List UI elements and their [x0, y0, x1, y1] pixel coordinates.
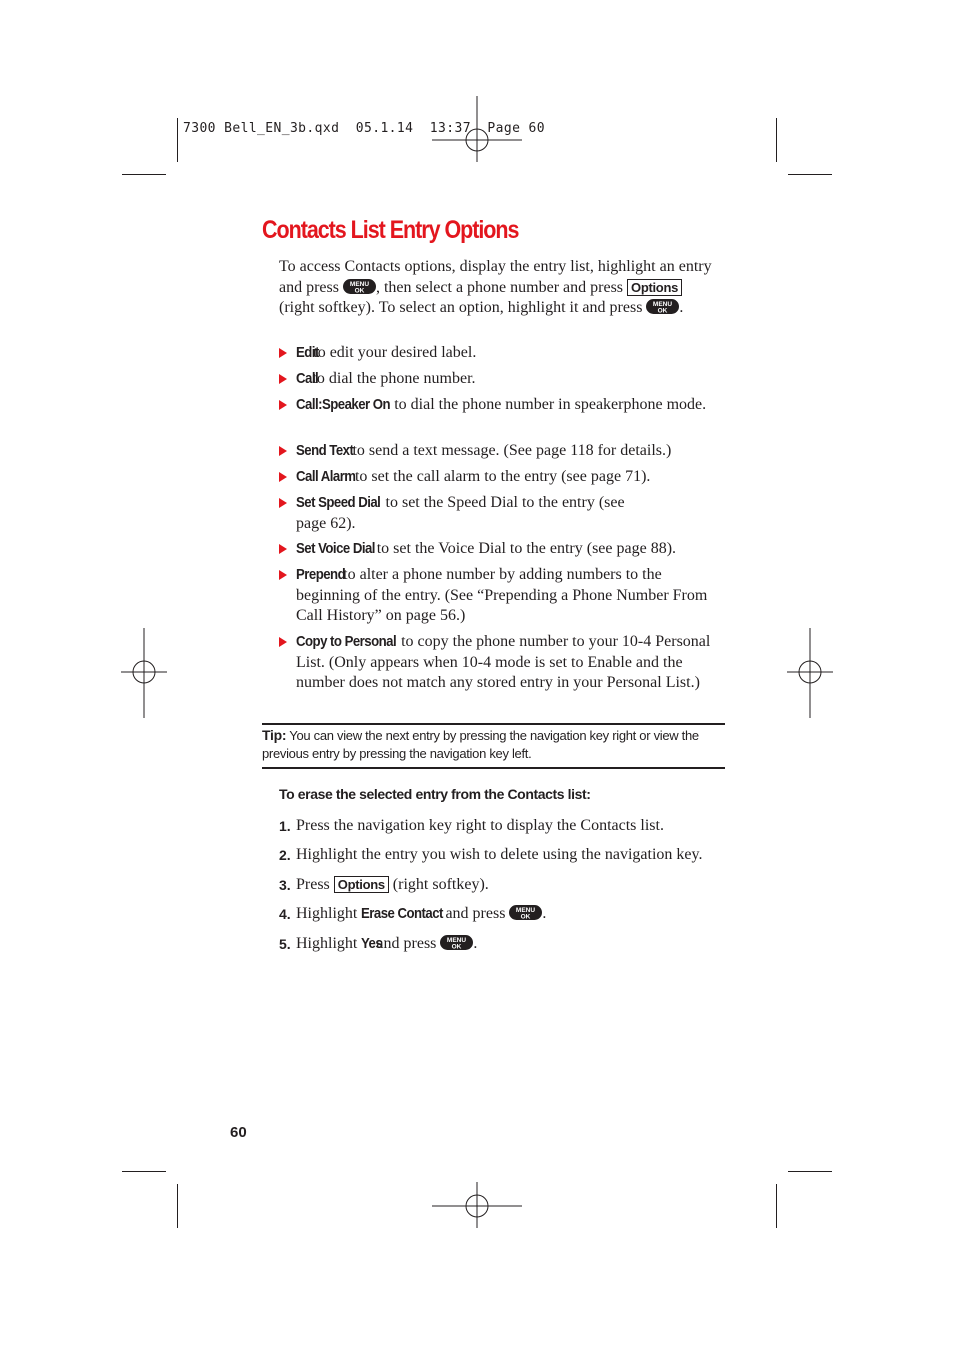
option-name: Call:Speaker On	[296, 396, 391, 413]
bullet-item: Edit to edit your desired label.	[279, 343, 719, 364]
svg-text:MENU: MENU	[516, 907, 536, 914]
crop-mark	[177, 118, 178, 162]
crop-mark	[788, 174, 832, 175]
bullet-arrow-icon	[279, 498, 287, 508]
bullet-arrow-icon	[279, 472, 287, 482]
crop-mark	[177, 1184, 178, 1228]
bullet-arrow-icon	[279, 348, 287, 358]
tip-label: Tip:	[262, 727, 287, 743]
bullet-item: Set Voice Dial to set the Voice Dial to the entry (see page 88).	[279, 539, 729, 560]
bullet-item: Call to dial the phone number.	[279, 369, 719, 390]
tip-box	[262, 726, 724, 763]
bullet-item: Prepend to alter a phone number by adding numbers to the beginning of the entry. (See “Prepending a Phone Number From Call History” on page 56.)	[279, 565, 719, 627]
option-name: Yes	[361, 935, 383, 952]
option-name: Set Voice Dial	[296, 540, 375, 557]
bullet-arrow-icon	[279, 637, 287, 647]
options-softkey: Options	[334, 876, 389, 893]
step-number: 4.	[279, 906, 291, 922]
menu-ok-key-icon	[343, 279, 376, 294]
svg-text:OK: OK	[658, 307, 668, 314]
svg-text:OK: OK	[354, 287, 365, 294]
registration-mark-right	[765, 628, 855, 718]
intro-text: , then select a phone number and press	[375, 278, 624, 296]
bullet-arrow-icon	[279, 544, 287, 554]
menu-ok-key-icon	[440, 935, 473, 950]
step-item: 5. Highlight Yes and press MENU OK .	[279, 935, 478, 952]
intro-text: (right softkey). To select an option, highlight it and press	[279, 299, 643, 316]
step-item: 3. Press Options (right softkey).	[279, 876, 489, 893]
crop-mark	[122, 1171, 166, 1172]
step-number: 5.	[279, 936, 291, 952]
step-item: 2. Highlight the entry you wish to delete using the navigation key.	[279, 846, 703, 863]
svg-text:MENU: MENU	[349, 280, 370, 288]
option-name: Erase Contact	[361, 905, 444, 922]
tip-rule-bottom	[262, 767, 725, 769]
print-slug: 7300 Bell_EN_3b.qxd 05.1.14 13:37 Page 60	[183, 121, 545, 136]
bullet-arrow-icon	[279, 374, 287, 384]
step-number: 1.	[279, 818, 291, 834]
tip-rule-top	[262, 723, 725, 725]
menu-ok-key-icon	[509, 905, 542, 920]
step-item: 4. Highlight Erase Contact and press MENU OK .	[279, 905, 547, 922]
crop-mark	[122, 174, 166, 175]
steps-heading: To erase the selected entry from the Contacts list:	[279, 786, 591, 802]
crop-mark	[788, 1171, 832, 1172]
bullet-item: Call Alarm to set the call alarm to the entry (see page 71).	[279, 467, 719, 488]
option-name: Call	[296, 370, 319, 387]
step-number: 2.	[279, 847, 291, 863]
bullet-item: Send Text to send a text message. (See page 118 for details.)	[279, 441, 719, 462]
step-item: 1. Press the navigation key right to display the Contacts list.	[279, 817, 664, 834]
intro-text: To access Contacts options, display the entry list, highlight an entry and press	[279, 258, 712, 296]
option-name: Set Speed Dial	[296, 494, 381, 511]
option-name: Send Text	[296, 442, 354, 459]
crop-mark	[776, 1184, 777, 1228]
bullet-item: Call:Speaker On to dial the phone number in speakerphone mode.	[279, 395, 719, 416]
step-number: 3.	[279, 877, 291, 893]
svg-text:MENU: MENU	[653, 301, 673, 308]
page-title: Contacts List Entry Options	[262, 216, 519, 244]
intro-paragraph: To access Contacts options, display the entry list, highlight an entry and press MENU OK , then select a phone number and press Options (right softkey). To select an option, highlight it and press MENU OK .	[279, 258, 712, 316]
crop-mark	[776, 118, 777, 162]
option-name: Copy to Personal	[296, 633, 397, 650]
registration-mark-top	[432, 96, 522, 186]
option-name: Call Alarm	[296, 468, 356, 485]
registration-mark-left	[99, 628, 189, 718]
bullet-arrow-icon	[279, 570, 287, 580]
tip-text: You can view the next entry by pressing the navigation key right or view the previous entry by pressing the navigation key left.	[262, 728, 699, 761]
bullet-item: Set Speed Dial to set the Speed Dial to the entry (see page 62).	[279, 493, 639, 534]
svg-text:OK: OK	[452, 943, 462, 950]
svg-text:OK: OK	[521, 913, 531, 920]
svg-text:MENU: MENU	[447, 937, 467, 944]
registration-mark-bottom	[432, 1162, 522, 1252]
option-name: Edit	[296, 344, 319, 361]
bullet-arrow-icon	[279, 446, 287, 456]
menu-ok-key-icon	[646, 299, 679, 314]
options-softkey: Options	[627, 279, 682, 296]
page-number: 60	[230, 1124, 247, 1141]
bullet-arrow-icon	[279, 400, 287, 410]
bullet-item: Copy to Personal to copy the phone number to your 10-4 Personal List. (Only appears when 10-4 mode is set to Enable and the number does not match any stored entry in your Personal List.)	[279, 632, 719, 694]
option-name: Prepend	[296, 566, 346, 583]
